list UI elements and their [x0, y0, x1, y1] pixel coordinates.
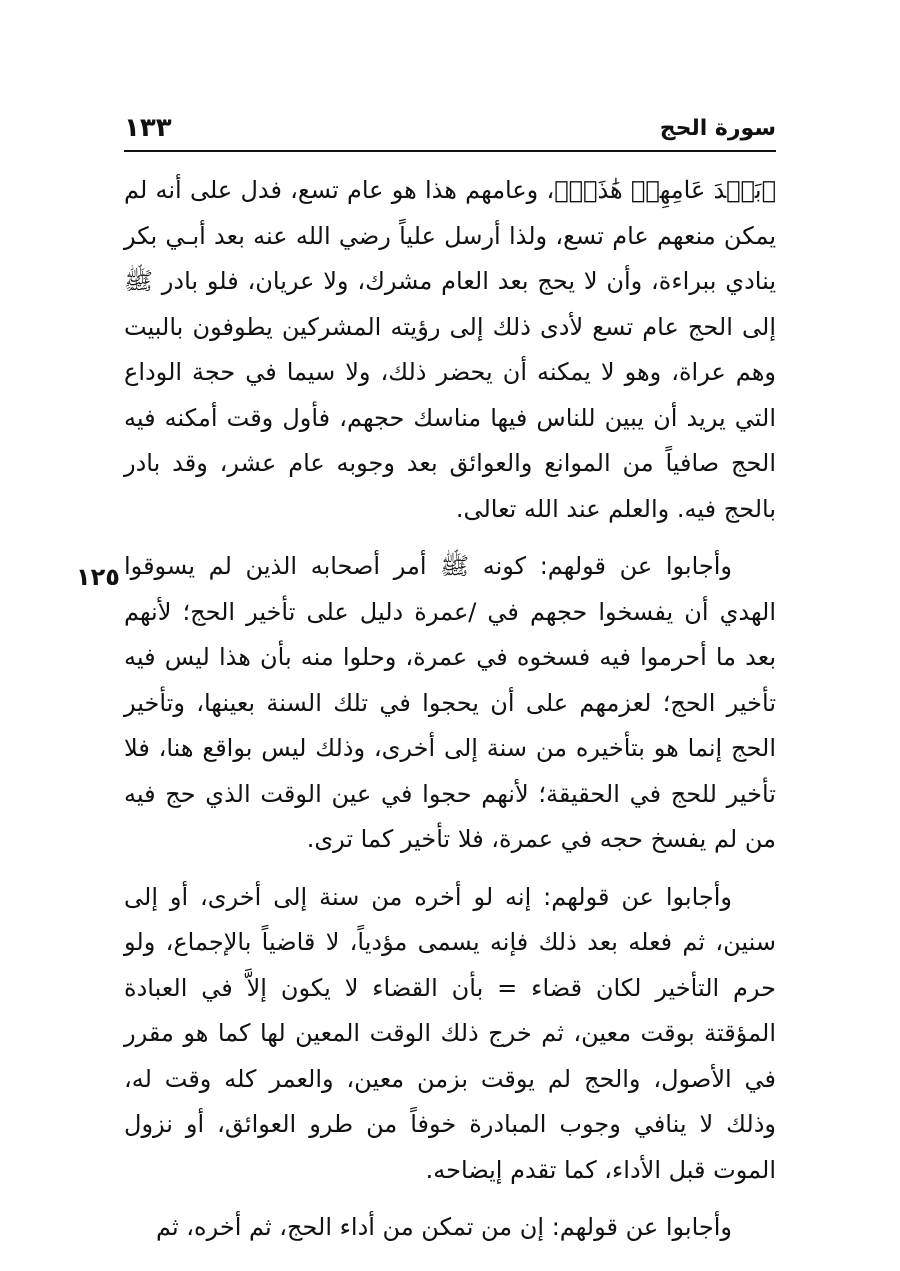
paragraph-1 — [124, 168, 776, 532]
running-title: سورة الحج — [659, 116, 776, 141]
margin-page-marker: ١٢٥ — [76, 563, 120, 591]
paragraph-1-text: ، وعامهم هذا هو عام تسع، فدل على أنه لم يمكن منعهم عام تسع، ولذا أرسل علياً رضي الله عنه بعد أبـي بكر ينادي ببراءة، وأن لا يحج بعد العام مشرك، ولا عريان، فلو بادر ﷺ إلى الحج عام تسع لأدى ذلك إلى رؤيته المشركين يطوفون بالبيت وهم عراة، وهو لا يمكنه أن يحضر ذلك، ولا سيما في حجة الوداع التي يريد أن يبين للناس فيها مناسك حجهم، فأول وقت أمكنه فيه الحج صافياً من الموانع والعوائق بعد وجوبه عام عشر، وقد بادر بالحج فيه. والعلم عند الله تعالى. — [124, 176, 776, 523]
quran-phrase: ﴿بَعۡدَ عَامِهِمۡ هَٰذَاۚ﴾ — [554, 176, 777, 204]
paragraph-3: وأجابوا عن قولهم: إنه لو أخره من سنة إلى أخرى، أو إلى سنين، ثم فعله بعد ذلك فإنه يسمى مؤدياً، لا قاضياً بالإجماع، ولو حرم التأخير لكان قضاء = بأن القضاء لا يكون إلاَّ في العبادة المؤقتة بوقت معين، ثم خرج ذلك الوقت المعين لها كما هو مقرر في الأصول، والحج لم يوقت بزمن معين، والعمر كله وقت له، وذلك لا ينافي وجوب المبادرة خوفاً من طرو العوائق، أو نزول الموت قبل الأداء، كما تقدم إيضاحه. — [124, 882, 776, 1184]
page-header — [124, 104, 776, 152]
page-number: ١٣٣ — [124, 113, 172, 143]
book-page — [124, 104, 777, 1241]
body-text — [124, 168, 776, 1251]
paragraph-4: وأجابوا عن قولهم: إن من تمكن من أداء الحج، ثم أخره، ثم — [156, 1213, 732, 1241]
paragraph-2: وأجابوا عن قولهم: كونه ﷺ أمر أصحابه الذين لم يسوقوا الهدي أن يفسخوا حجهم في /عمرة دليل على تأخير الحج؛ لأنهم بعد ما أحرموا فيه فسخوه في عمرة، وحلوا منه بأن هذا ليس فيه تأخير الحج؛ لعزمهم على أن يحجوا في تلك السنة بعينها، وتأخير الحج إنما هو بتأخيره من سنة إلى أخرى، وذلك ليس بواقع هنا، فلا تأخير للحج في الحقيقة؛ لأنهم حجوا في عين الوقت الذي حج فيه من لم يفسخ حجه في عمرة، فلا تأخير كما ترى. — [124, 552, 776, 853]
